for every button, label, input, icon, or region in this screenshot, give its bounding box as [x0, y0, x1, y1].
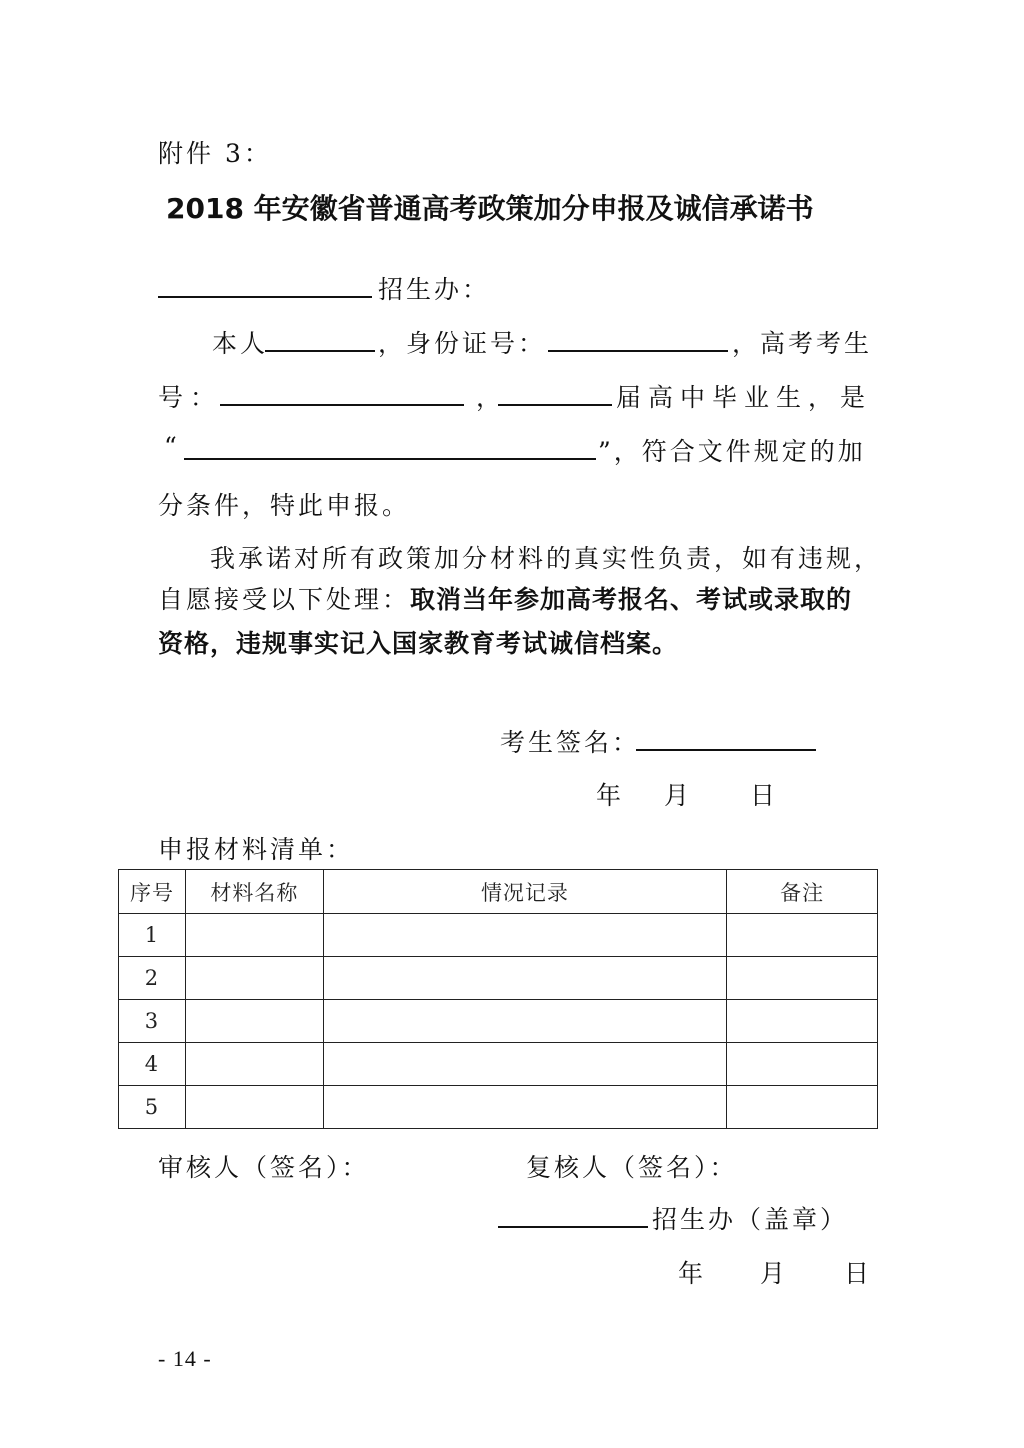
materials-heading: 申报材料清单： — [158, 835, 355, 864]
declaration-end: 分条件，特此申报。 — [158, 491, 411, 520]
close-quote-text: ”，符合文件规定的加 — [598, 437, 866, 466]
materials-table — [118, 869, 878, 1129]
exam-number-blank[interactable] — [220, 404, 464, 406]
reviewer-label: 审核人（签名）： — [158, 1153, 370, 1182]
addressee-suffix: 招生办： — [378, 275, 491, 304]
document-title: 2018 年安徽省普通高考政策加分申报及诚信承诺书 — [166, 192, 814, 225]
graduation-year-blank[interactable] — [498, 404, 612, 406]
row-number: 1 — [119, 914, 186, 957]
note-cell[interactable] — [727, 1043, 878, 1086]
column-header: 情况记录 — [323, 870, 726, 914]
id-label: ，身份证号： — [378, 329, 547, 358]
pledge-line-2-plain: 自愿接受以下处理： — [158, 585, 411, 614]
column-header: 材料名称 — [185, 870, 323, 914]
separator-comma: ， — [476, 383, 505, 412]
page-number: - 14 - — [158, 1346, 212, 1371]
attachment-label: 附件 3： — [158, 139, 272, 168]
material-name-cell[interactable] — [185, 1043, 323, 1086]
review-day: 日 — [844, 1259, 873, 1288]
row-number: 5 — [119, 1086, 186, 1129]
pledge-line-3-bold: 资格，违规事实记入国家教育考试诚信档案。 — [158, 629, 679, 658]
material-name-cell[interactable] — [185, 914, 323, 957]
candidate-signature-blank[interactable] — [636, 749, 816, 751]
table-row — [119, 1043, 878, 1086]
record-cell[interactable] — [323, 957, 726, 1000]
rechecker-label: 复核人（签名）： — [526, 1153, 738, 1182]
signature-day: 日 — [750, 781, 779, 810]
table-row — [119, 914, 878, 957]
office-seal-label: 招生办（盖章） — [652, 1205, 849, 1234]
office-seal-blank[interactable] — [498, 1226, 648, 1228]
exam-no-label-b: 号： — [158, 383, 223, 412]
note-cell[interactable] — [727, 914, 878, 957]
signature-year: 年 — [596, 781, 625, 810]
table-header-row — [119, 870, 878, 914]
review-year: 年 — [678, 1259, 707, 1288]
name-blank[interactable] — [265, 350, 375, 352]
table-row — [119, 1086, 878, 1129]
note-cell[interactable] — [727, 957, 878, 1000]
record-cell[interactable] — [323, 1086, 726, 1129]
material-name-cell[interactable] — [185, 1000, 323, 1043]
table-row — [119, 957, 878, 1000]
row-number: 4 — [119, 1043, 186, 1086]
id-number-blank[interactable] — [548, 350, 728, 352]
signature-month: 月 — [664, 781, 693, 810]
column-header: 序号 — [119, 870, 186, 914]
open-quote: “ — [164, 432, 180, 461]
record-cell[interactable] — [323, 1043, 726, 1086]
bonus-category-blank[interactable] — [184, 458, 596, 460]
material-name-cell[interactable] — [185, 957, 323, 1000]
pledge-line-2-bold: 取消当年参加高考报名、考试或录取的 — [410, 585, 853, 614]
addressee-blank[interactable] — [158, 296, 372, 298]
table-row — [119, 1000, 878, 1043]
column-header: 备注 — [727, 870, 878, 914]
note-cell[interactable] — [727, 1086, 878, 1129]
note-cell[interactable] — [727, 1000, 878, 1043]
declaration-self: 本人 — [212, 329, 269, 358]
pledge-line-1: 我承诺对所有政策加分材料的真实性负责，如有违规， — [210, 544, 883, 573]
material-name-cell[interactable] — [185, 1086, 323, 1129]
graduate-text: 届高中毕业生，是 — [616, 383, 873, 412]
record-cell[interactable] — [323, 1000, 726, 1043]
review-month: 月 — [760, 1259, 789, 1288]
exam-no-label-a: ，高考考生 — [732, 329, 873, 358]
row-number: 2 — [119, 957, 186, 1000]
row-number: 3 — [119, 1000, 186, 1043]
record-cell[interactable] — [323, 914, 726, 957]
candidate-signature-label: 考生签名： — [500, 728, 641, 757]
